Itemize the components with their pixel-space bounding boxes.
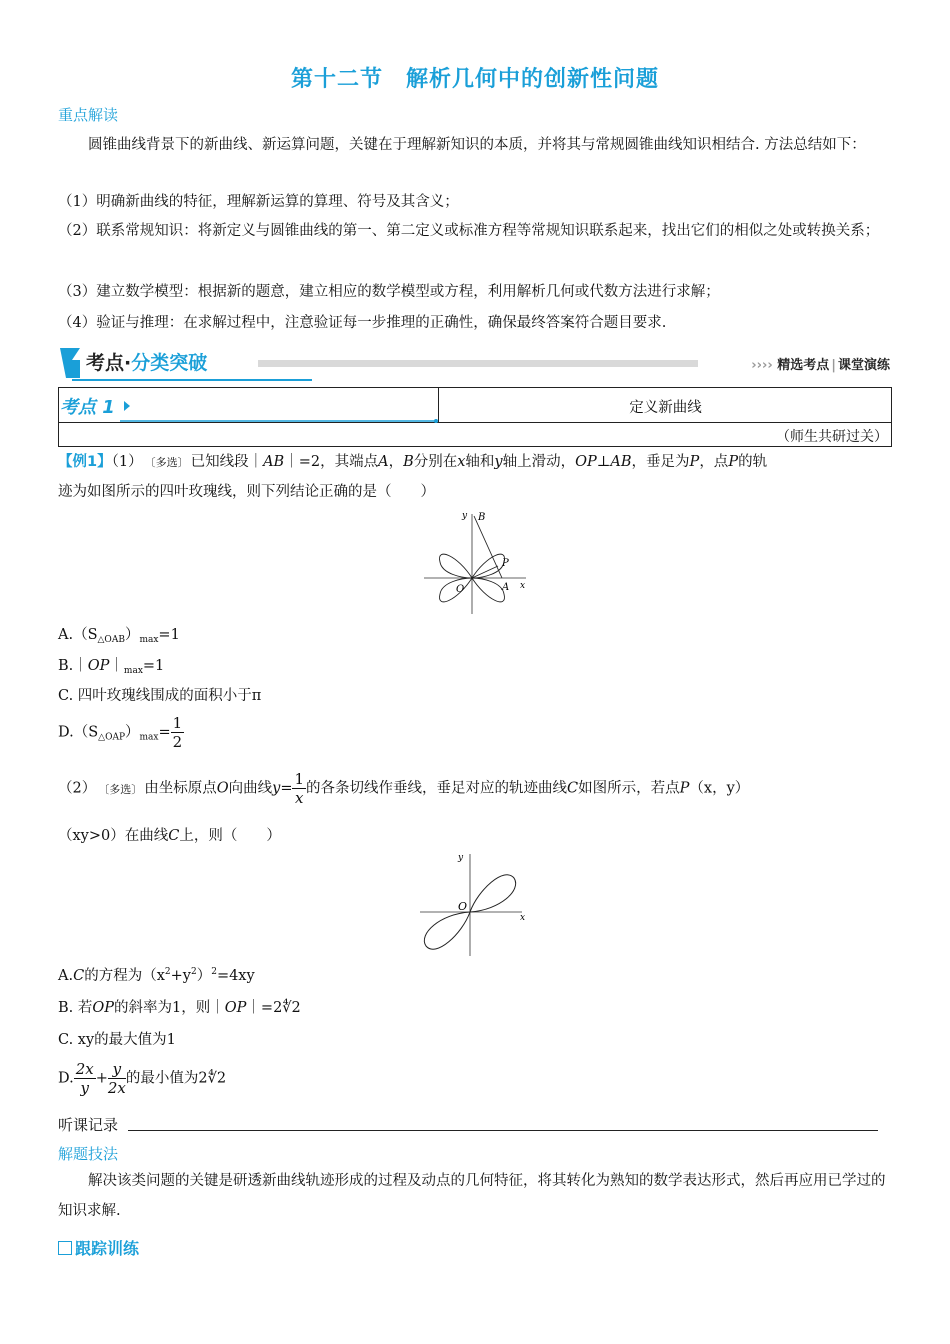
lemniscate-loop-3 xyxy=(424,912,470,949)
q1-d-pre: D.（S xyxy=(58,724,99,741)
q1-b-pre: B.｜ xyxy=(58,658,88,674)
rose-label-O: O xyxy=(456,584,465,595)
q2-b-mid: 的斜率为1，则｜ xyxy=(114,1000,225,1016)
page-title: 第十二节 解析几何中的创新性问题 xyxy=(290,67,659,92)
banner-underline xyxy=(72,379,312,381)
q2-line1 xyxy=(58,770,749,807)
rose-leaf-lr xyxy=(472,578,504,602)
q2-tag: 〔多选〕 xyxy=(98,782,143,796)
rose-figure xyxy=(418,506,538,616)
kaodian-arrow-graphic xyxy=(120,396,440,426)
q2-a-end: =4xy xyxy=(216,968,255,984)
q2-P: P xyxy=(679,780,690,797)
q2-text-e: （x，y） xyxy=(689,780,750,797)
q2-num: （2） xyxy=(58,780,97,797)
q2-d-n2: y xyxy=(108,1060,126,1079)
kaodian-note-row xyxy=(58,423,892,447)
key-point-item-1: （1）明确新曲线的特征，理解新运算的算理、符号及其含义； xyxy=(58,194,459,210)
banner-title-a: 考点 xyxy=(86,352,125,374)
q1-option-d xyxy=(58,714,184,751)
q2-frac-num: 1 xyxy=(294,770,305,788)
q1-text-b: ｜=2，其端点 xyxy=(284,454,379,470)
q1-x: x xyxy=(457,454,466,470)
example-label: 【例1】 xyxy=(58,454,112,470)
q2-d-d2: 2x xyxy=(107,1079,126,1097)
q1-d-max: max xyxy=(139,732,159,743)
q2-fraction xyxy=(292,770,306,807)
q2-y-eq: y= xyxy=(272,780,293,797)
q2-line2-a: （xy>0）在曲线 xyxy=(58,828,169,844)
q2-b-op: OP xyxy=(92,1000,115,1016)
rose-label-A: A xyxy=(502,582,510,593)
banner-right-b: 课堂演练 xyxy=(837,358,890,373)
checkbox-icon xyxy=(58,1241,72,1255)
q2-text-d: 如图所示，若点 xyxy=(578,780,680,797)
q2-option-a xyxy=(58,964,255,985)
rose-label-P: P xyxy=(502,558,509,569)
q1-line2: 迹为如图所示的四叶玫瑰线，则下列结论正确的是（ ） xyxy=(58,484,435,500)
q1-A: A xyxy=(378,454,389,470)
q1-a-val: =1 xyxy=(158,627,180,643)
q1-ab: AB xyxy=(263,454,285,470)
q1-text-h: 的轨 xyxy=(738,454,768,470)
q1-P2: P xyxy=(728,454,739,470)
q2-text-c: 的各条切线作垂线，垂足对应的轨迹曲线 xyxy=(306,780,568,797)
q1-y: y xyxy=(494,454,503,470)
q2-a-pre: A. xyxy=(58,968,74,984)
q2-O: O xyxy=(216,780,229,797)
q2-b-op2: OP xyxy=(224,1000,247,1016)
q1-text-g: ，点 xyxy=(699,454,729,470)
q2-d-frac1 xyxy=(74,1060,96,1097)
q1-num: （1） xyxy=(111,454,143,470)
q1-b-post: ｜ xyxy=(109,658,124,674)
q2-option-b xyxy=(58,996,301,1017)
banner-right xyxy=(751,354,890,373)
rose-leaf-ur xyxy=(472,554,504,578)
q1-line1 xyxy=(58,450,767,471)
q1-d-sub: △OAP xyxy=(98,732,126,743)
kaodian-note: （师生共研过关） xyxy=(776,429,888,445)
q1-text-d: 轴和 xyxy=(465,454,495,470)
q2-a-sup2: 2 xyxy=(190,967,197,977)
banner-dot: · xyxy=(124,352,132,374)
q2-d-pre: D. xyxy=(58,1070,74,1087)
q2-b-end: ｜=2∜2 xyxy=(246,1000,301,1016)
lemniscate-loop-1 xyxy=(470,875,516,912)
key-points-intro: 圆锥曲线背景下的新曲线、新运算问题，关键在于理解新知识的本质，并将其与常规圆锥曲线知识相结合. 方法总结如下： xyxy=(88,137,866,153)
rose-label-y: y xyxy=(462,511,468,521)
banner-right-sep: | xyxy=(831,358,836,373)
q1-text-f: ，垂足为 xyxy=(631,454,690,470)
q2-a-mid: 的方程为（x xyxy=(84,968,165,984)
section-banner xyxy=(58,344,890,384)
q1-d-post: ） xyxy=(125,724,140,741)
q1-text-a: 已知线段｜ xyxy=(190,454,264,470)
q2-a-C: C xyxy=(73,968,85,984)
q2-d-frac2 xyxy=(108,1060,126,1097)
q1-op-ab: OP⊥AB xyxy=(575,454,632,470)
q1-option-c: C. 四叶玫瑰线围成的面积小于π xyxy=(58,688,262,704)
rose-label-B: B xyxy=(478,512,486,523)
q1-b-max: max xyxy=(123,666,143,676)
training-heading xyxy=(58,1236,139,1259)
lemniscate-label-O: O xyxy=(458,900,468,913)
key-point-item-4: （4）验证与推理：在求解过程中，注意验证每一步推理的正确性，确保最终答案符合题目要求. xyxy=(58,315,667,331)
banner-right-a: 精选考点 xyxy=(777,358,830,373)
notes-label: 听课记录 xyxy=(58,1116,119,1134)
rose-label-x: x xyxy=(520,581,526,591)
lemniscate-label-x: x xyxy=(520,913,526,923)
q2-text-a: 由坐标原点 xyxy=(144,780,217,797)
key-point-item-2: （2）联系常规知识：将新定义与圆锥曲线的第一、第二定义或标准方程等常规知识联系起来，找出它们的相似之处或转换关系； xyxy=(58,223,880,239)
q1-a-sub: △OAB xyxy=(97,635,125,645)
q2-C: C xyxy=(567,780,579,797)
q1-option-a xyxy=(58,623,180,645)
q1-a-post: ） xyxy=(124,627,140,643)
q1-a-pre: A.（S xyxy=(58,627,98,643)
q2-d-n1: 2x xyxy=(75,1060,94,1078)
method-heading: 解题技法 xyxy=(58,1145,119,1163)
q2-text-b: 向曲线 xyxy=(228,780,273,797)
q1-option-b xyxy=(58,654,164,676)
banner-flag-icon xyxy=(60,348,80,378)
q2-d-plus: + xyxy=(95,1070,108,1087)
q1-b-op: OP xyxy=(87,658,110,674)
kaodian-name: 定义新曲线 xyxy=(629,400,702,416)
q2-line2-end: 上，则（ ） xyxy=(179,828,281,844)
method-text: 解决该类问题的关键是研透新曲线轨迹形成的过程及动点的几何特征，将其转化为熟知的数学表达形式，然后再应用已学过的知识求解. xyxy=(58,1173,886,1219)
q2-line2-C: C xyxy=(168,828,180,844)
q1-comma: ， xyxy=(388,454,404,470)
q2-a-plus: +y xyxy=(170,968,191,984)
rose-leaf-ul xyxy=(440,554,472,578)
q2-d-end: 的最小值为2∜2 xyxy=(125,1070,227,1087)
q2-a-paren: ） xyxy=(196,968,212,984)
q1-B: B xyxy=(403,454,414,470)
q2-option-d xyxy=(58,1060,226,1097)
q2-option-c: C. xy的最大值为1 xyxy=(58,1032,176,1048)
banner-bar xyxy=(258,360,698,367)
q2-b-pre: B. 若 xyxy=(58,1000,93,1016)
q1-d-num: 1 xyxy=(172,714,183,732)
banner-arrows: ›››› xyxy=(751,358,773,373)
training-label: 跟踪训练 xyxy=(75,1239,140,1258)
q1-d-fraction xyxy=(171,714,185,751)
q1-text-e: 轴上滑动， xyxy=(502,454,576,470)
q2-frac-den: x xyxy=(295,789,304,807)
q1-text-c: 分别在 xyxy=(413,454,458,470)
q1-d-den: 2 xyxy=(172,733,183,751)
notes-line xyxy=(128,1130,878,1131)
q1-d-eq: = xyxy=(158,724,171,741)
kaodian-arrow-icon xyxy=(124,401,130,411)
lemniscate-label-y: y xyxy=(458,853,464,863)
q2-line2 xyxy=(58,824,281,845)
kaodian-label: 考点 1 xyxy=(60,397,115,418)
q1-tag: 〔多选〕 xyxy=(144,456,189,469)
key-points-heading: 重点解读 xyxy=(58,106,119,124)
q2-a-sup3: 2 xyxy=(211,967,217,977)
q1-b-val: =1 xyxy=(142,658,165,674)
banner-title-b: 分类突破 xyxy=(131,352,208,374)
q1-a-max: max xyxy=(139,635,159,645)
q2-d-d1: y xyxy=(80,1079,89,1097)
q2-a-sup1: 2 xyxy=(164,967,171,977)
lemniscate-figure xyxy=(418,850,534,958)
q1-P: P xyxy=(689,454,700,470)
key-point-item-3: （3）建立数学模型：根据新的题意，建立相应的数学模型或方程，利用解析几何或代数方法进行求解； xyxy=(58,284,720,300)
banner-title xyxy=(86,348,207,375)
